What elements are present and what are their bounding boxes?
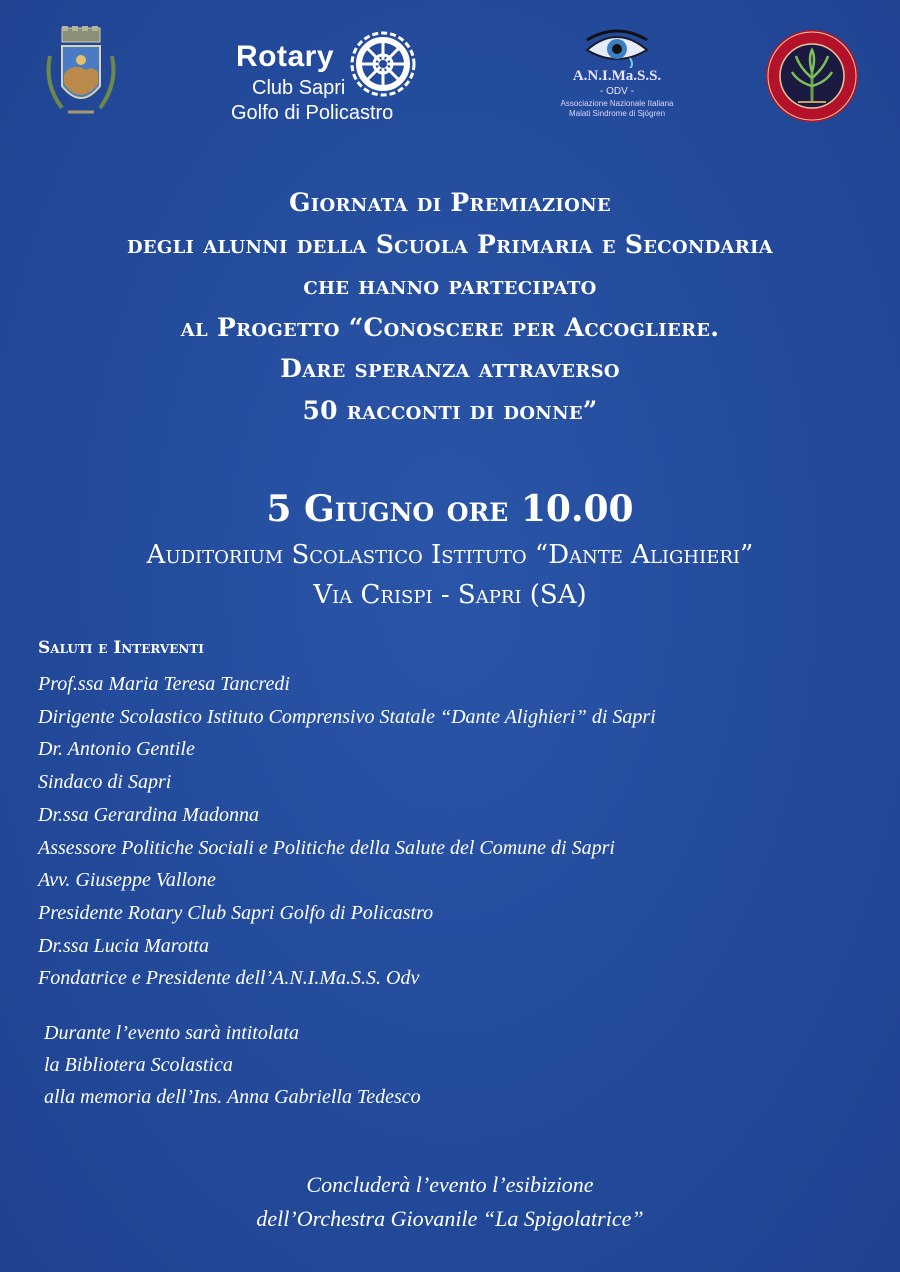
rotary-wheel-icon: [349, 30, 417, 98]
coat-of-arms-icon: [40, 26, 122, 126]
rotary-logo: [231, 30, 426, 126]
event-title: [0, 182, 900, 431]
closing-line: Concluderà l’evento l’esibizione: [306, 1172, 594, 1197]
animass-subtitle-1: Associazione Nazionale Italiana: [560, 99, 674, 108]
animass-name: A.N.I.Ma.S.S.: [572, 68, 662, 84]
dedication-note: [44, 1017, 421, 1113]
seal-icon: [764, 28, 860, 124]
closing-note: [0, 1168, 900, 1236]
coat-of-arms-logo: [40, 26, 122, 126]
speaker-line: Dr.ssa Lucia Marotta: [38, 934, 209, 957]
event-date: 5 Giugno ore 10.00: [266, 488, 634, 530]
speaker-line: Dr. Antonio Gentile: [38, 738, 195, 761]
speaker-line: Assessore Politiche Sociali e Politiche della Salute del Comune di Sapri: [38, 836, 615, 859]
speaker-line: Presidente Rotary Club Sapri Golfo di Policastro: [38, 901, 434, 924]
animass-subtitle-2: Malati Sindrome di Sjögren: [568, 109, 666, 118]
speaker-line: Dr.ssa Gerardina Madonna: [38, 803, 259, 826]
program-heading: Saluti e Interventi: [38, 638, 204, 658]
title-line: Giornata di Premiazione: [289, 188, 611, 217]
speaker-line: Sindaco di Sapri: [38, 771, 172, 794]
title-line: degli alunni della Scuola Primaria e Secondaria: [126, 229, 774, 259]
event-venue: Auditorium Scolastico Istituto “Dante Alighieri”: [146, 540, 754, 570]
rotary-area: Golfo di Policastro: [231, 102, 394, 124]
note-line: alla memoria dell’Ins. Anna Gabriella Tedesco: [44, 1086, 421, 1108]
speaker-line: Prof.ssa Maria Teresa Tancredi: [38, 673, 290, 695]
eye-icon: [584, 28, 650, 68]
animass-logo: [552, 28, 682, 124]
speaker-line: Avv. Giuseppe Vallone: [38, 869, 216, 892]
school-seal-logo: [764, 28, 860, 124]
title-line: Dare speranza attraverso: [280, 354, 620, 383]
speaker-line: Fondatrice e Presidente dell’A.N.I.Ma.S.S. Odv: [38, 967, 420, 990]
note-line: la Bibliotera Scolastica: [44, 1054, 233, 1076]
rotary-name: Rotary: [236, 40, 335, 73]
animass-odv: - ODV -: [600, 86, 634, 97]
closing-line: dell’Orchestra Giovanile “La Spigolatrice”: [256, 1206, 644, 1231]
speaker-list: [38, 668, 656, 995]
note-line: Durante l’evento sarà intitolata: [44, 1022, 299, 1044]
event-address: Via Crispi - Sapri (SA): [313, 580, 587, 610]
rotary-club: Club Sapri: [252, 77, 346, 99]
speaker-line: Dirigente Scolastico Istituto Comprensivo Statale “Dante Alighieri” di Sapri: [38, 705, 656, 728]
title-line: 50 racconti di donne”: [302, 395, 598, 425]
title-line: al Progetto “Conoscere per Accogliere.: [180, 312, 720, 342]
title-line: che hanno partecipato: [303, 271, 597, 300]
